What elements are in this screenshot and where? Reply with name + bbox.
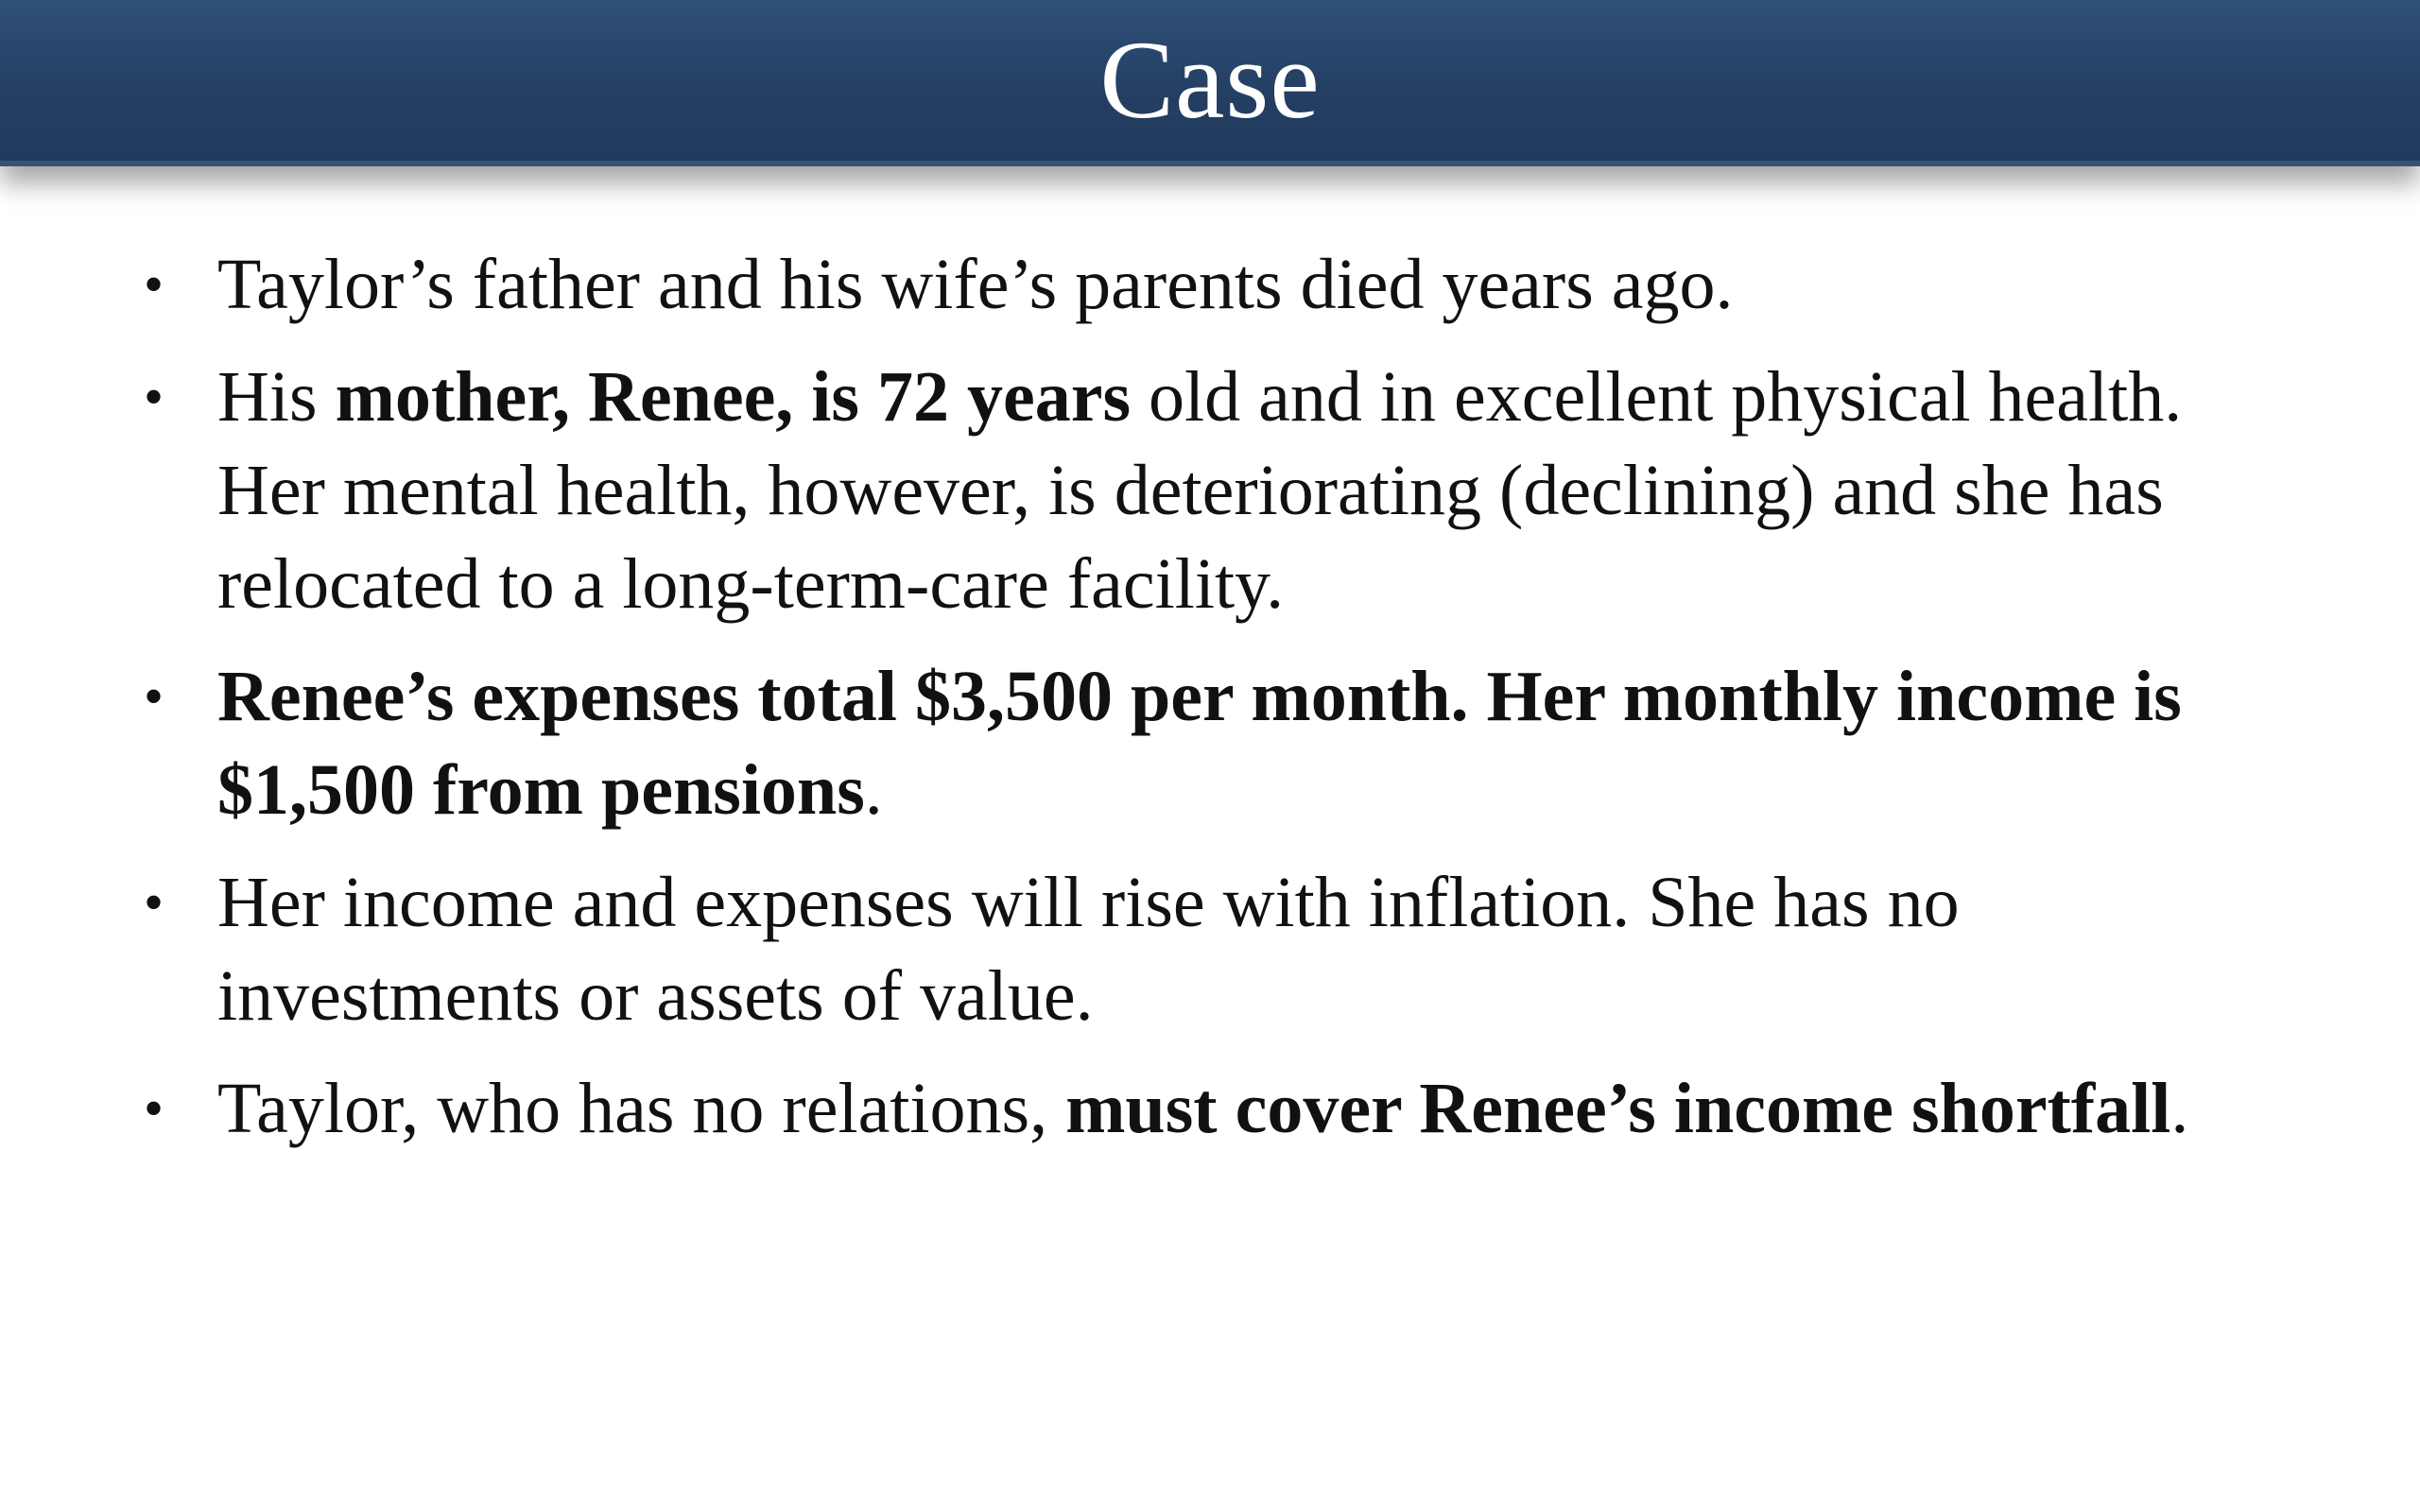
bullet-item — [132, 238, 2288, 332]
bullet-list — [132, 238, 2288, 1175]
bullet-text — [217, 1069, 2188, 1148]
title-bar — [0, 0, 2420, 166]
bullet-text-bold: Renee’s expenses total $3,500 per month. Her monthly income is $1,500 from pensions — [217, 657, 2182, 830]
bullet-icon: • — [144, 665, 164, 728]
bullet-text-bold: must cover Renee’s income shortfall — [1065, 1069, 2171, 1148]
bullet-text — [217, 863, 1960, 1036]
slide-title: Case — [1099, 18, 1321, 142]
bullet-icon: • — [144, 871, 164, 934]
bullet-icon: • — [144, 366, 164, 428]
bullet-item — [132, 351, 2288, 631]
bullet-text — [217, 357, 2182, 624]
bullet-text-segment: Taylor’s father and his wife’s parents died years ago. — [217, 245, 1734, 324]
bullet-icon: • — [144, 1077, 164, 1140]
bullet-item — [132, 1062, 2288, 1156]
bullet-item — [132, 856, 2288, 1043]
bullet-text-segment: Taylor, who has no relations, — [217, 1069, 1066, 1148]
bullet-text-segment: . — [2170, 1069, 2189, 1148]
bullet-icon: • — [144, 253, 164, 316]
bullet-text-segment: His — [217, 357, 336, 437]
bullet-text — [217, 657, 2182, 830]
bullet-text-segment: Her income and expenses will rise with inflation. She has no investments or assets of value. — [217, 863, 1960, 1036]
bullet-text-segment: . — [864, 750, 883, 830]
bullet-text-bold: mother, Renee, is 72 years — [335, 357, 1132, 437]
bullet-item — [132, 650, 2288, 837]
bullet-text-segment: old and in excellent physical health. Her mental health, however, is deteriorating (declining) and she has relocated to a long-term-care facility. — [217, 357, 2183, 624]
bullet-text — [217, 245, 1734, 324]
